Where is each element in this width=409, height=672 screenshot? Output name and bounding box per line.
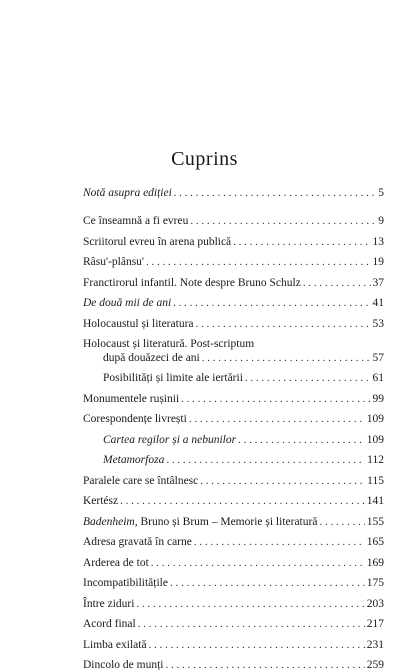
toc-entry-page: 13 xyxy=(372,236,384,248)
toc-entry xyxy=(83,474,384,488)
toc-entry xyxy=(83,638,384,652)
toc-entry xyxy=(83,296,384,310)
toc-entry-page: 112 xyxy=(367,454,384,466)
leader-dots xyxy=(170,576,365,590)
toc-entry-title: după douăzeci de ani xyxy=(103,352,200,364)
leader-dots xyxy=(233,235,370,249)
leader-dots xyxy=(120,494,365,508)
toc-entry-title: De două mii de ani xyxy=(83,297,172,309)
toc-entry-page: 165 xyxy=(366,536,384,548)
toc-entry-title: Posibilități și limite ale iertării xyxy=(103,372,243,384)
toc-entry-page: 19 xyxy=(372,256,384,268)
leader-dots xyxy=(138,617,365,631)
toc-entry-page: 231 xyxy=(366,639,384,651)
toc-entry-page: 141 xyxy=(366,495,384,507)
toc-entry-page: 203 xyxy=(366,598,384,610)
toc-entry-page: 109 xyxy=(366,413,384,425)
toc-entry xyxy=(83,433,384,447)
toc-entry-page: 109 xyxy=(366,434,384,446)
leader-dots xyxy=(166,453,365,467)
toc-entry-title: Corespondențe livrești xyxy=(83,413,187,425)
toc-entry-page: 259 xyxy=(366,659,384,671)
leader-dots xyxy=(136,597,364,611)
toc-entry-page: 155 xyxy=(366,516,384,528)
toc-entry-page: 61 xyxy=(372,372,384,384)
leader-dots xyxy=(181,392,370,406)
toc-entry-page: 169 xyxy=(366,557,384,569)
toc-entry-title: Monumentele rușinii xyxy=(83,393,180,405)
leader-dots xyxy=(196,317,371,331)
toc-entry xyxy=(83,453,384,467)
leader-dots xyxy=(174,186,376,200)
leader-dots xyxy=(238,433,365,447)
toc-entry-title: Franctirorul infantil. Note despre Bruno Schulz xyxy=(83,277,301,289)
toc-entry xyxy=(83,412,384,426)
toc-entry-title: Kertész xyxy=(83,495,119,507)
toc-entry xyxy=(83,255,384,269)
leader-dots xyxy=(245,371,371,385)
toc-entry-title: Incompatibilitățile xyxy=(83,577,168,589)
toc-entry-page: 53 xyxy=(372,318,384,330)
toc-entry-page: 217 xyxy=(366,618,384,630)
toc-entry-title: Limba exilată xyxy=(83,639,147,651)
toc-entry-title: Metamorfoza xyxy=(103,454,165,466)
toc-entry-title: Paralele care se întâlnesc xyxy=(83,475,199,487)
toc-entry xyxy=(83,371,384,385)
toc-entry-title: Ce înseamnă a fi evreu xyxy=(83,215,189,227)
toc-entry-title: Scriitorul evreu în arena publică xyxy=(83,236,232,248)
toc-entry xyxy=(83,535,384,549)
toc-entry xyxy=(83,392,384,406)
toc-entry-page: 57 xyxy=(372,352,384,364)
leader-dots xyxy=(303,276,371,290)
leader-dots xyxy=(146,255,371,269)
toc-entry xyxy=(83,617,384,631)
toc-entry-title: Arderea de tot xyxy=(83,557,149,569)
toc-entry-title-italic: Badenheim, xyxy=(83,516,138,528)
leader-dots xyxy=(194,535,365,549)
toc-entry-page: 9 xyxy=(378,215,384,227)
toc-entry xyxy=(83,276,384,290)
leader-dots xyxy=(173,296,370,310)
toc-entry xyxy=(83,317,384,331)
toc-entry-title: Dincolo de munți xyxy=(83,659,164,671)
toc-entry-page: 37 xyxy=(372,277,384,289)
toc-entry-title: Între ziduri xyxy=(83,598,135,610)
toc-entry-page: 5 xyxy=(378,187,384,199)
toc-entry xyxy=(83,214,384,228)
toc-entry-title: Holocaustul și literatura xyxy=(83,318,194,330)
toc-entry xyxy=(83,576,384,590)
toc-entry-title: Râsu'-plânsu' xyxy=(83,256,144,268)
toc-entry-title: Notă asupra ediției xyxy=(83,187,172,199)
toc-entry xyxy=(83,235,384,249)
toc-entry xyxy=(83,515,384,529)
toc-entry-title: Adresa gravată în carne xyxy=(83,536,192,548)
leader-dots xyxy=(200,474,365,488)
toc-entry-title-rest: Bruno și Brum – Memorie și literatură xyxy=(137,516,318,528)
leader-dots xyxy=(149,638,365,652)
toc-entry-page: 99 xyxy=(372,393,384,405)
toc-entry-title: Acord final xyxy=(83,618,136,630)
toc-entry xyxy=(83,556,384,570)
leader-dots xyxy=(151,556,365,570)
toc-entry xyxy=(83,658,384,672)
toc-entry-title-line1: Holocaust și literatură. Post-scriptum xyxy=(83,338,255,350)
toc-entry xyxy=(83,186,384,200)
page-title: Cuprins xyxy=(171,148,238,170)
leader-dots xyxy=(319,515,364,529)
leader-dots xyxy=(190,214,376,228)
toc-entry-title: Cartea regilor și a nebunilor xyxy=(103,434,237,446)
toc-entry-title xyxy=(83,515,317,529)
toc-entry-page: 41 xyxy=(372,297,384,309)
toc-entry-page: 175 xyxy=(366,577,384,589)
toc-entry-page: 115 xyxy=(367,475,384,487)
leader-dots xyxy=(202,351,371,365)
toc-entry xyxy=(83,351,384,365)
toc-entry xyxy=(83,597,384,611)
toc-entry xyxy=(83,494,384,508)
leader-dots xyxy=(189,412,365,426)
leader-dots xyxy=(166,658,365,672)
